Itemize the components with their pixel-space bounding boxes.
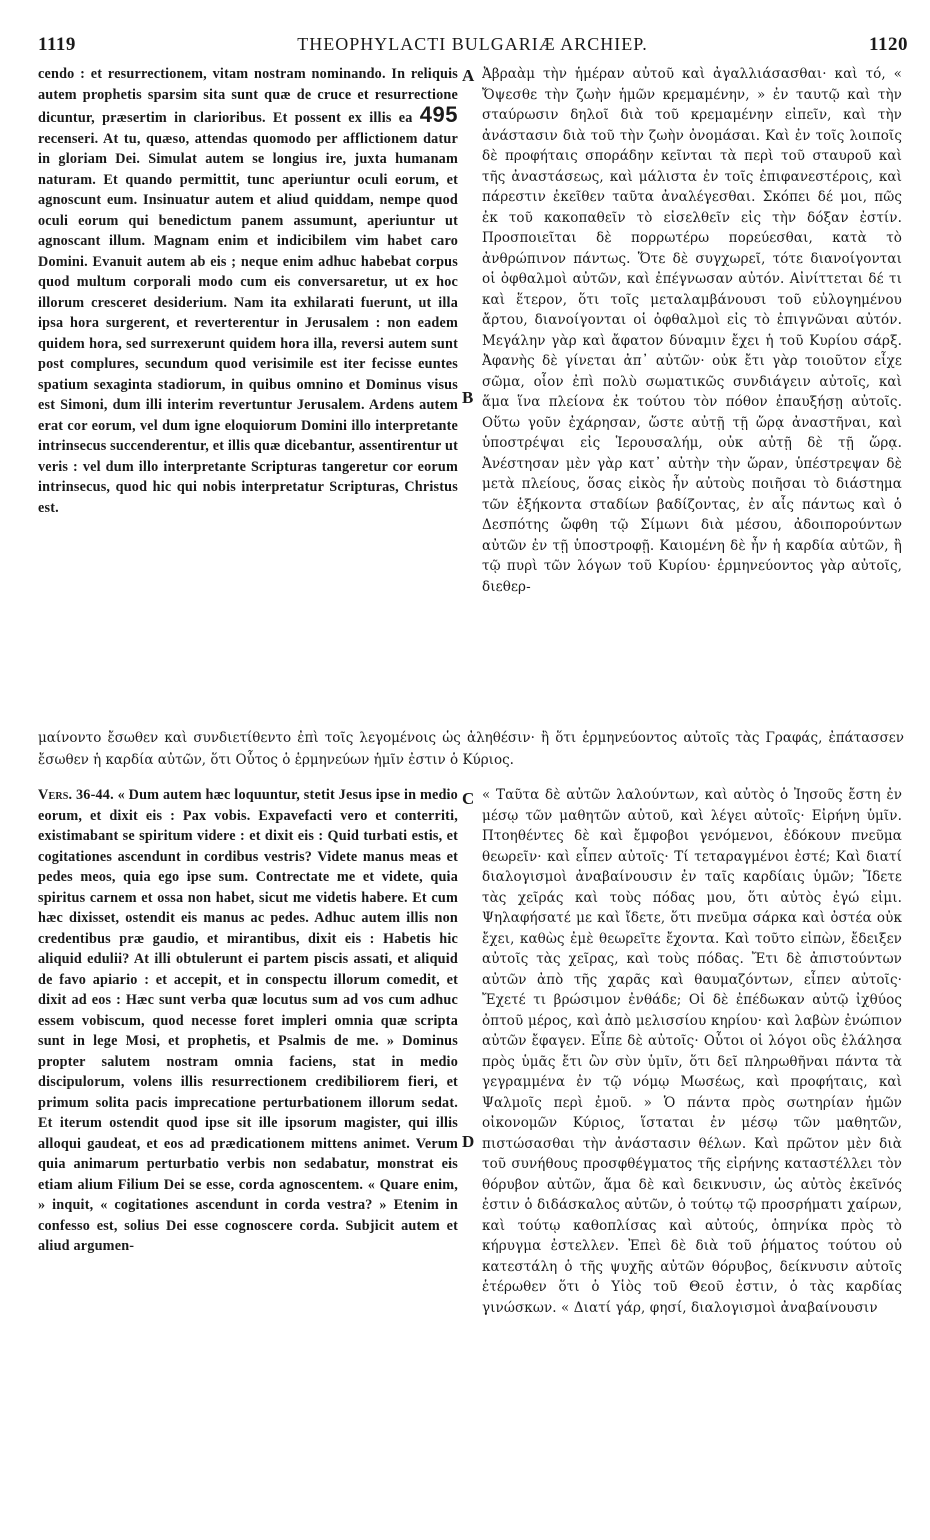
section-marker-a: A: [462, 66, 475, 85]
verse-label: Vers. 36-44.: [38, 787, 114, 803]
running-header: [38, 34, 908, 58]
greek-spill-lines: μαίνοντο ἔσωθεν καὶ συνδιετίθεντο ἐπὶ τοῖς λεγομένοις ὡς ἀληθέσιν· ἢ ὅτι ἑρμηνεύοντος αὐτοῖς τὰς Γραφάς, ἐπάτασσεν ἔσωθεν ἡ καρδία αὐτῶν, ὅτι Οὗτος ὁ ἑρμηνεύων ἡμῖν ἐστιν ὁ Κύριος.: [38, 730, 904, 768]
greek-paragraph: Ἀβραὰμ τὴν ἡμέραν αὐτοῦ καὶ ἀγαλλιάσασθαι· καὶ τό, « Ὄψεσθε τὴν ζωὴν ἡμῶν κρεμαμένην, » ἐν ταυτῷ καὶ τὴν σταύρωσιν δηλοῖ διὰ τοῦ κρεμαμένην εἰπεῖν, καὶ τὴν ἀνάστασιν διὰ τοῦ τὴν ζωὴν ὀνομάσαι. Καὶ ἐν τοῖς λοιποῖς δὲ προφήταις σποράδην κεῖνται τὰ περὶ τοῦ σταυροῦ καὶ τῆς ἀναστάσεως, καὶ μάλιστα ἐν τοῖς ἐπιφανεστέροις, καὶ πάρεστιν ἐκεῖθεν ταῦτα ἀναλέγεσθαι. Σκόπει δέ μοι, πῶς ἐκ τοῦ κακοπαθεῖν τὸ εἰσελθεῖν εἰς τὴν δόξαν ἐστίν. Προσποιεῖται δὲ πορρωτέρω πορεύεσθαι, κατὰ τὸ ἀνθρώπινον πάντως. Ὅτε δὲ συγχωρεῖ, τότε διανοίγονται οἱ ὀφθαλμοὶ αὐτῶν, καὶ ἐπέγνωσαν αὐτόν. Αἰνίττεται δέ τι καὶ ἕτερον, ὅτι τοῖς μεταλαμβάνουσι τοῦ εὐλογημένου ἄρτου, διανοίγονται οἱ ὀφθαλμοὶ εἰς τὸ ἐπιγνῶναι αὐτόν. Μεγάλην γὰρ καὶ ἄφατον δύναμιν ἔχει ἡ τοῦ Κυρίου σάρξ. Ἀφανὴς δὲ γίνεται ἀπ᾽ αὐτῶν· οὐκ ἔτι γὰρ τοιοῦτον εἶχε σῶμα, οἷον ἐπὶ πολὺ σωματικῶς συνδιάγειν αὐτοῖς, καὶ ἅμα ἵνα πλείονα ἐκ τούτου τὸν πόθον ἐπαυξήσῃ αὐτοῖς. Οὕτω γοῦν ἐχάρησαν, ὥστε αὐτῇ τῇ ὥρᾳ ἀναστῆναι, καὶ ὑποστρέψαι εἰς Ἱερουσαλήμ, οὐκ αὐτῇ δὲ τῇ ὥρᾳ. Ἀνέστησαν μὲν γὰρ κατ᾽ αὐτὴν τὴν ὥραν, ὑπέστρεψαν δὲ μετὰ πλείους, ὅσας εἰκὸς ἦν αὐτοὺς ποιῆσαι τὸ διάστημα τῶν ἑξήκοντα σταδίων βαδίζοντας, ἐν αἷς πάντως καὶ ὁ Δεσπότης ὤφθη τῷ Σίμωνι διὰ μέσου, ἀδοιπορούντων αὐτῶν ἐν τῇ ὑποστροφῇ. Καιομένη δὲ ἦν ἡ καρδία αὐτῶν, ἢ τῷ πυρὶ τῶν λόγων τοῦ Κυρίου· ἑρμηνεύοντος γὰρ αὐτοῖς, διεθερ-: [482, 66, 902, 595]
latin-paragraph: [38, 785, 458, 1257]
running-title: THEOPHYLACTI BULGARIÆ ARCHIEP.: [297, 34, 648, 54]
latin-text-part: recenseri. At tu, quæso, attendas quomodo per afflictionem datur in gloriam Dei. Simulat autem se longius ire, juxta humanam naturam. Et quando permittit, tunc aperiuntur oculi eorum, et agnoscunt eum. Insinuatur autem et aliud quiddam, nempe quod oculi eorum qui benedictum panem assumunt, aperiuntur ut agnoscant illum. Magnam enim et indicibilem vim habet caro Domini. Evanuit autem ab eis ; neque enim adhuc habebat corpus quod multum corporali modo cum eis conversaretur, ut ex hoc illorum cresceret desiderium. Nam ita exhilarati fuerunt, ut illa ipsa hora surgerent, et reverterentur in Jerusalem : non eadem quidem hora, sed surrexerunt quidem hora illa, reversi autem sunt post complures, secundum quod verisimile est iter fecisse euntes spatium sexaginta stadiorum, in quibus omnino et Dominus visus est Simoni, dum illi interim revertuntur Jerusalem. Ardens autem erat cor eorum, vel dum igne eloquiorum Domini illo interpretante intrinsecus succenderentur, et illis quæ dicebantur, assentirentur ut veris : vel dum illo interpretante Scripturas tangeretur cor eorum intrinsecus, quod hic qui nobis interpretatur Scripturas, Christus est.: [38, 130, 458, 516]
latin-column-upper: [38, 64, 458, 699]
latin-text-part: « Dum autem hæc loquuntur, stetit Jesus ipse in medio eorum, et dixit eis : Pax vobis. Expavefacti vero et conterriti, existimabant se spiritum videre : et dixit eis : Quid turbati estis, et cogitationes ascendunt in cordibus vestris? Videte manus meas et pedes meos, quia ego ipse sum. Contrectate me et videte, quia spiritus carnem et ossa non habet, sicut me videtis habere. Et cum hæc dixisset, ostendit eis manus ac pedes. Adhuc autem illis non credentibus præ gaudio, et mirantibus, dixit eis : Habetis hic aliquid edulii? At illi obtulerunt ei partem piscis assati, et aliquid de favo apiario : et accepit, et in conspectu illorum comedit, et dixit ad eos : Hæc sunt verba quæ locutus sum ad vos cum adhuc essem vobiscum, quod necesse foret impleri omnia quæ scripta sunt in lege Mosi, et prophetis, et Psalmis de me. » Dominus propter salutem nostram omnia faciens, stat in medio discipulorum, volens illis resurrectionem credibiliorem fieri, et primum solita pacis imprecatione perturbationem illorum sedat. Et iterum ostendit quod ipse sit ille ipsorum magister, qui illis alloqui gaudeat, et eos ad prædicationem mittens animet. Verum quia animarum perturbatio verbis non sedabatur, monstrat eis etiam alium Filium Dei se esse, corda agnoscentem. « Quare enim, » inquit, « cogitationes ascendunt in corda vestra? » Etenim in confesso est, solius Dei esse cognoscere corda. Subjicit autem et aliud argumen-: [38, 787, 458, 1254]
page-number-left: 1119: [38, 34, 76, 55]
latin-column-lower: [38, 785, 458, 1525]
greek-column-lower: [482, 785, 902, 1525]
latin-text-part: cendo : et resurrectionem, vitam nostram nominando. In reliquis autem prophetis sparsim sita sunt quæ de cruce et resurrectione dicuntur, præsertim in clarioribus. Et possent ex illis ea: [38, 66, 458, 126]
section-marker-b: B: [462, 388, 474, 407]
greek-paragraph: « Ταῦτα δὲ αὐτῶν λαλούντων, καὶ αὐτὸς ὁ Ἰησοῦς ἔστη ἐν μέσῳ τῶν μαθητῶν αὐτοῦ, καὶ λέγει αὐτοῖς· Εἰρήνη ὑμῖν. Πτοηθέντες δὲ καὶ ἔμφοβοι γενόμενοι, ἐδόκουν πνεῦμα θεωρεῖν· καὶ εἶπεν αὐτοῖς· Τί τεταραγμένοι ἐστέ; Καὶ διατί διαλογισμοὶ ἀναβαίνουσιν ἐν ταῖς καρδίαις ὑμῶν; Ἴδετε τὰς χεῖράς καὶ τοὺς πόδας μου, ὅτι αὐτὸς ἐγώ εἰμι. Ψηλαφήσατέ με καὶ ἴδετε, ὅτι πνεῦμα σάρκα καὶ ὀστέα οὐκ ἔχει, καθὼς ἐμὲ θεωρεῖτε ἔχοντα. Καὶ τοῦτο εἰπὼν, ἔδειξεν αὐτοῖς τὰς χεῖρας, καὶ τοὺς πόδας. Ἔτι δὲ ἀπιστούντων αὐτῶν ἀπὸ τῆς χαρᾶς καὶ θαυμαζόντων, εἶπεν αὐτοῖς· Ἔχετέ τι βρώσιμον ἐνθάδε; Οἱ δὲ ἐπέδωκαν αὐτῷ ἰχθύος ὀπτοῦ μέρος, καὶ ἀπὸ μελισσίου κηρίου· καὶ λαβὼν ἐνώπιον αὐτῶν ἔφαγεν. Εἶπε δὲ αὐτοῖς· Οὗτοι οἱ λόγοι οὓς ἐλάλησα πρὸς ὑμᾶς ἔτι ὢν σὺν ὑμῖν, ὅτι δεῖ πληρωθῆναι πάντα τὰ γεγραμμένα ἐν τῷ νόμῳ Μωσέως, καὶ προφήταις, καὶ Ψαλμοῖς περὶ ἐμοῦ. » Ὁ πάντα πρὸς σωτηρίαν ἡμῶν οἰκονομῶν Κύριος, ἵσταται ἐν μέσῳ τῶν μαθητῶν, πιστώσασθαι τὴν ἀνάστασιν θέλων. Καὶ πρῶτον μὲν διὰ τοῦ συνήθους προσφθέγματος τῆς εἰρήνης καταστέλλει τὸν θόρυβον αὐτῶν, ἅμα δὲ καὶ δεικνυσιν, ὡς αὐτὸς ἐκεῖνός ἐστιν ὁ διδάσκαλος αὐτῶν, ὁ τούτῳ τῷ προσρήματι χαίρων, καὶ τούτῳ καθοπλίσας καὶ αὐτούς, ὁπηνίκα πρὸς τὸ κήρυγμα ἐστελλεν. Ἐπεὶ δὲ διὰ τοῦ ῥήματος τούτου οὐ κατεστάλη ὁ τῆς ψυχῆς αὐτῶν θόρυβος, δείκνυσιν αὐτοῖς ἑτέρωθεν ὅτι ὁ Υἱὸς τοῦ Θεοῦ ἐστιν, ὁ τὰς καρδίας γινώσκων. « Διατί γάρ, φησί, διαλογισμοὶ ἀναβαίνουσιν: [482, 787, 902, 1316]
section-marker-d: D: [462, 1132, 475, 1151]
column-number: 495: [419, 102, 458, 127]
greek-column-upper: [482, 64, 902, 724]
latin-paragraph: [38, 64, 458, 518]
section-marker-c: C: [462, 789, 475, 808]
page-number-right: 1120: [869, 34, 908, 55]
